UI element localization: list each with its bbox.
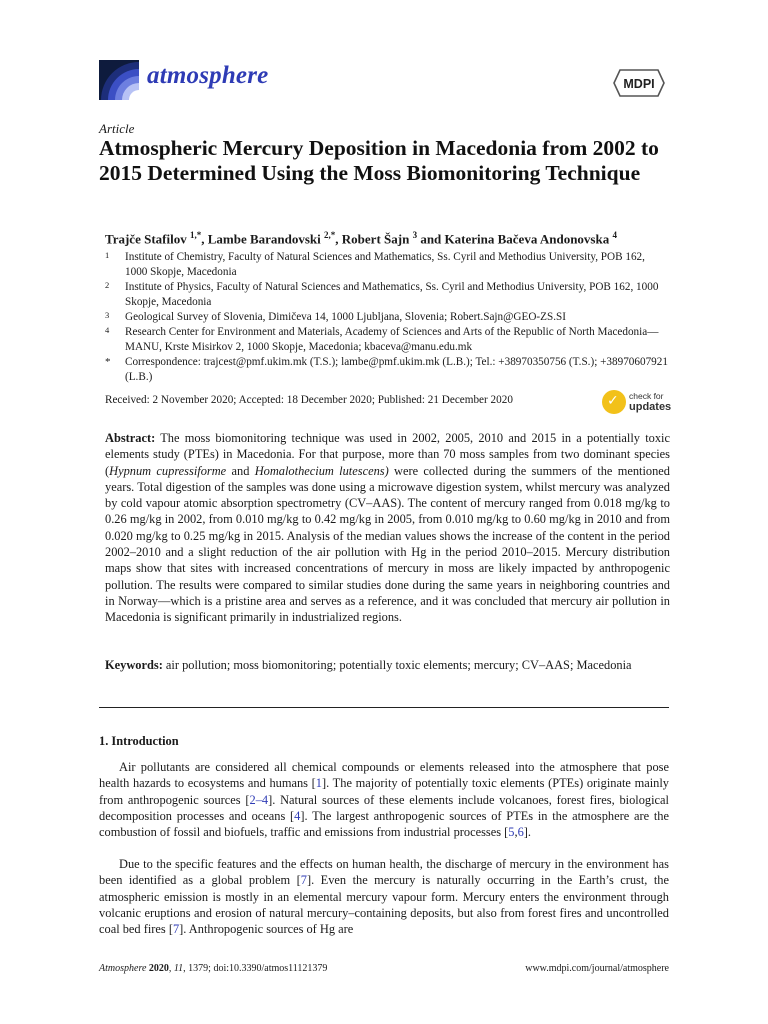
- affiliation-text: Institute of Chemistry, Faculty of Natural Sciences and Mathematics, Ss. Cyril and Methodius University, POB 162, 1000 Skopje, Macedonia: [125, 251, 645, 278]
- author-name: Robert Šajn: [341, 231, 410, 247]
- mdpi-logo-text: MDPI: [623, 77, 655, 91]
- check-updates-label-1: check for: [629, 391, 664, 401]
- introduction-paragraph-1: Air pollutants are considered all chemical compounds or elements released into the atmosphere that pose health hazards to ecosystems and humans [1]. The majority of potentially toxic elements (PTEs) originate mainly from anthropogenic sources [2–4]. Natural sources of these elements include volcanoes, forest fires, biological decomposition processes and oceans [4]. The largest anthropogenic sources of PTEs in the atmosphere are the combustion of fossil and biofuels, traffic and emissions from industrial processes [5,6].: [99, 760, 669, 840]
- affiliation-text: Institute of Physics, Faculty of Natural Sciences and Mathematics, Ss. Cyril and Methodius University, POB 162, 1000 Skopje, Macedonia: [125, 281, 659, 308]
- author-separator: ,: [335, 231, 342, 247]
- author-affiliation-mark: 3: [412, 230, 418, 240]
- author-affiliation-mark: 1,*: [189, 230, 202, 240]
- reference-link[interactable]: 7: [300, 873, 307, 888]
- journal-url-link[interactable]: www.mdpi.com/journal/atmosphere: [525, 963, 669, 974]
- mdpi-logo-icon[interactable]: [612, 68, 666, 98]
- species-name: Hypnum cupressiforme: [109, 463, 227, 478]
- author-separator: and: [417, 231, 445, 247]
- author-affiliation-mark: 4: [612, 230, 617, 240]
- species-name: Homalothecium lutescens): [254, 463, 389, 478]
- article-title: Atmospheric Mercury Deposition in Macedonia from 2002 to 2015 Determined Using the Moss Biomonitoring Technique: [99, 136, 659, 185]
- author-name: Katerina Bačeva Andonovska: [444, 231, 610, 247]
- abstract-label: Abstract:: [105, 431, 156, 445]
- reference-link[interactable]: 2–4: [249, 792, 269, 807]
- reference-link[interactable]: 1: [315, 776, 322, 791]
- reference-link[interactable]: 5: [508, 825, 515, 840]
- keywords-text: air pollution; moss biomonitoring; potentially toxic elements; mercury; CV–AAS; Macedonia: [162, 658, 632, 672]
- article-type: Article: [99, 121, 135, 136]
- atmosphere-logo-icon: [99, 60, 139, 100]
- reference-link[interactable]: 6: [517, 825, 524, 840]
- affiliation-2: [105, 280, 670, 310]
- keywords: [105, 657, 670, 673]
- citation-footer: Atmosphere 2020, 11, 1379; doi:10.3390/atmos11121379: [99, 963, 328, 974]
- publication-dates: Received: 2 November 2020; Accepted: 18 December 2020; Published: 21 December 2020: [105, 394, 513, 406]
- affiliation-number: 3: [105, 310, 110, 320]
- journal-name[interactable]: atmosphere: [147, 62, 269, 89]
- affiliation-text: Geological Survey of Slovenia, Dimičeva 14, 1000 Ljubljana, Slovenia; Robert.Sajn@GEO-ZS.SI: [125, 311, 566, 323]
- reference-link[interactable]: 4: [294, 808, 301, 823]
- affiliation-number: 2: [105, 280, 110, 290]
- author-name: Trajče Stafilov: [105, 231, 187, 247]
- abstract: Abstract: The moss biomonitoring technique was used in 2002, 2005, 2010 and 2015 in a potentially toxic elements study (PTEs) in Macedonia. For that purpose, more than 70 moss samples from two dominant species (Hypnum cupressiforme and Homalothecium lutescens) were collected during the summers of the mentioned years. Total digestion of the samples was done using a microwave digestion system, whilst mercury was analyzed by cold vapour atomic absorption spectrometry (CV–AAS). The content of mercury ranged from 0.018 mg/kg to 0.26 mg/kg in 2002, from 0.010 mg/kg to 0.42 mg/kg in 2005, from 0.010 mg/kg to 0.60 mg/kg in 2010 and from 0.020 mg/kg to 0.25 mg/kg in 2015. Analysis of the median values shows the increase of the content in the period 2002–2010 and a slight reduction of the air pollution with Hg in the period 2010–2015. Mercury distribution maps show that sites with increased concentrations of mercury in moss are likely impacted by anthropogenic pollution. The results were compared to similar studies done during the same years in neighboring countries and in Norway—which is a pristine area and serves as a reference, and it was concluded that mercury air pollution in Macedonia is significant primarily in industrialized regions.: [105, 431, 670, 625]
- author-list: [105, 227, 685, 247]
- correspondence: [105, 355, 670, 385]
- affiliation-1: [105, 250, 670, 280]
- author-affiliation-mark: 2,*: [324, 230, 336, 240]
- reference-link[interactable]: 7: [172, 922, 180, 937]
- affiliation-3: [105, 310, 670, 325]
- correspondence-mark: *: [105, 356, 111, 368]
- correspondence-text: Correspondence: trajcest@pmf.ukim.mk (T.S.); lambe@pmf.ukim.mk (L.B.); Tel.: +38970350756 (T.S.); +38970607921 (L.B.): [125, 356, 668, 383]
- check-updates-label-2: updates: [629, 401, 672, 413]
- keywords-label: Keywords:: [105, 658, 163, 672]
- affiliation-number: 4: [105, 325, 110, 335]
- check-for-updates-button[interactable]: [602, 390, 672, 416]
- check-updates-icon: ✓: [602, 390, 626, 414]
- introduction-paragraph-2: Due to the specific features and the effects on human health, the discharge of mercury in the environment has been identified as a global problem [7]. Even the mercury is naturally occurring in the Earth’s crust, the atmospheric emission is mostly in an elemental mercury vapour form. Mercury enters the environment through volcanic eruptions and erosion of natural mercury–containing deposits, but also from forest fires and uncontrolled coal bed fires [7]. Anthropogenic sources of Hg are: [99, 857, 669, 937]
- section-divider: [99, 707, 669, 708]
- author-separator: ,: [201, 231, 208, 247]
- section-heading-introduction: 1. Introduction: [99, 734, 179, 748]
- author-name: Lambe Barandovski: [207, 231, 321, 247]
- affiliation-text: Research Center for Environment and Materials, Academy of Sciences and Arts of the Republic of North Macedonia—MANU, Krste Misirkov 2, 1000 Skopje, Macedonia; kbaceva@manu.edu.mk: [125, 326, 659, 353]
- affiliation-number: 1: [105, 250, 110, 260]
- affiliation-4: [105, 325, 670, 355]
